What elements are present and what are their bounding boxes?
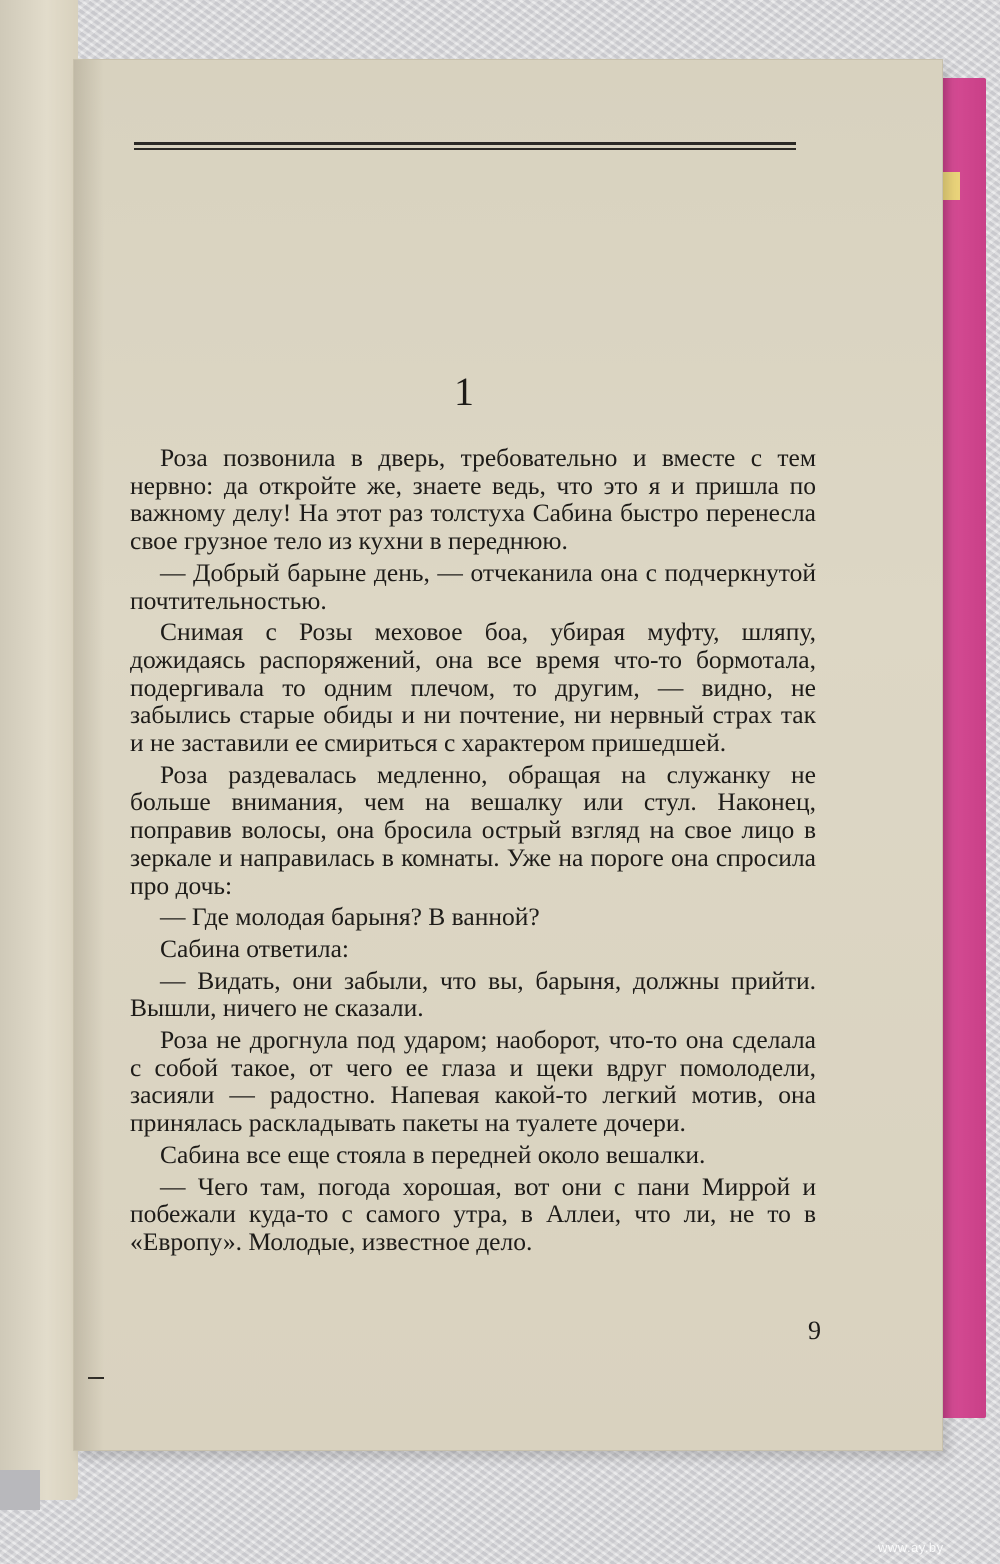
facing-page-edge <box>0 0 78 1500</box>
header-rule-thin <box>134 148 796 150</box>
paragraph: — Видать, они забыли, что вы, барыня, должны прийти. Вышли, ничего не сказали. <box>130 965 816 1023</box>
cover-corner <box>0 1470 40 1510</box>
header-rule-thick <box>134 142 796 145</box>
chapter-number: 1 <box>454 369 474 414</box>
paragraph: — Где молодая барыня? В ванной? <box>160 902 540 932</box>
book-page <box>74 60 942 1450</box>
watermark: www.ay.by <box>878 1540 944 1555</box>
page-text <box>130 444 816 1260</box>
paragraph: Сабина все еще стояла в передней около вешалки. <box>160 1139 706 1169</box>
gutter-shadow <box>74 60 104 1450</box>
paragraph: Сабина ответила: <box>160 933 349 963</box>
header-rule <box>134 142 796 151</box>
paragraph: Роза не дрогнула под ударом; наоборот, что-то она сделала с собой такое, от чего ее глаза и щеки вдруг помолодели, засияли — радостно. Напевая какой-то легкий мотив, она принялась раскладывать пакеты на туалете дочери. <box>130 1025 816 1138</box>
page-number: 9 <box>808 1316 821 1345</box>
paragraph: Роза раздевалась медленно, обращая на служанку не больше внимания, чем на вешалку или стул. Наконец, поправив волосы, она бросила острый взгляд на свое лицо в зеркале и направилась в комнаты. Уже на пороге она спросила про дочь: <box>130 759 816 900</box>
paragraph: Роза позвонила в дверь, требовательно и вместе с тем нервно: да откройте же, знаете ведь, что это я и пришла по важному делу! На этот раз толстуха Сабина быстро перенесла свое грузное тело из кухни в переднюю. <box>130 443 816 556</box>
paragraph: Снимая с Розы меховое боа, убирая муфту, шляпу, дожидаясь распоряжений, она все время что-то бормотала, подергивала то одним плечом, то другим, — видно, не забылись старые обиды и ни почтение, ни нервный страх так и не заставили ее смириться с характером пришедшей. <box>130 617 816 758</box>
paragraph: — Добрый барыне день, — отчеканила она с подчеркнутой почтительностью. <box>130 557 816 615</box>
paragraph: — Чего там, погода хорошая, вот они с пани Миррой и побежали куда-то с самого утра, в Аллеи, что ли, не то в «Европу». Молодые, известное дело. <box>130 1171 816 1256</box>
